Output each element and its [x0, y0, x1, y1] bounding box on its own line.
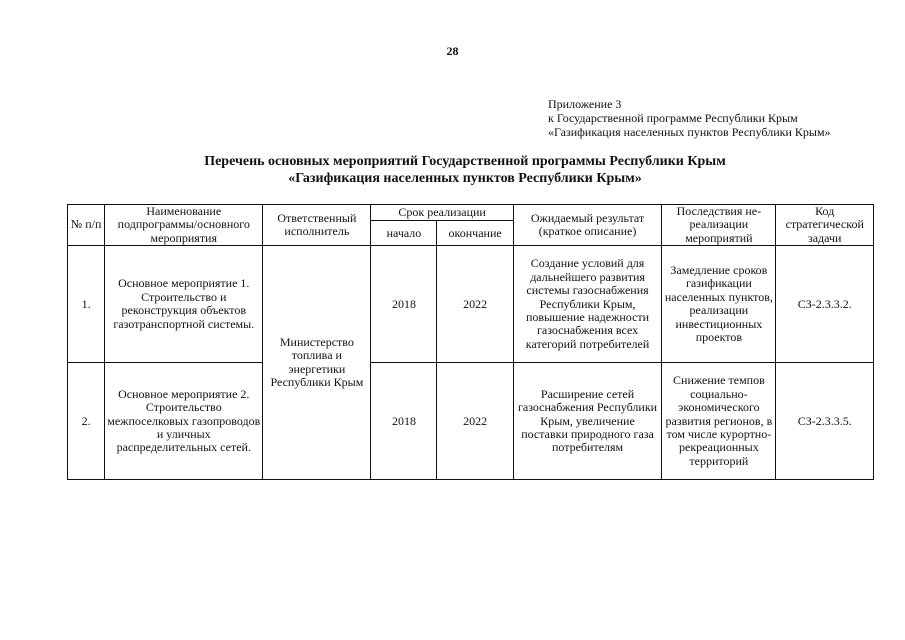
header-consequences: Последствия не-реализации мероприятий	[662, 205, 776, 246]
header-period: Срок реализации	[371, 205, 513, 221]
header-code: Код стратегической задачи	[776, 205, 874, 246]
row-start: 2018	[371, 363, 437, 480]
row-consequences: Замедление сроков газификации населенных пунктов, реализации инвестиционных проектов	[662, 246, 776, 363]
row-end: 2022	[437, 363, 513, 480]
row-end: 2022	[437, 246, 513, 363]
row-result: Расширение сетей газоснабжения Республики Крым, увеличение поставки природного газа потребителям	[513, 363, 662, 480]
header-end: окончание	[437, 221, 513, 246]
row-result: Создание условий для дальнейшего развития системы газоснабжения Республики Крым, повышение надежности газоснабжения всех категорий потребителей	[513, 246, 662, 363]
row-code: СЗ-2.3.3.5.	[776, 363, 874, 480]
measures-table	[67, 204, 874, 480]
appendix-note	[548, 97, 831, 139]
row-num: 1.	[68, 246, 105, 363]
row-consequences: Снижение темпов социально-экономического развития регионов, в том числе курортно-рекреационных территорий	[662, 363, 776, 480]
header-result: Ожидаемый результат (краткое описание)	[513, 205, 662, 246]
page-number: 28	[446, 44, 459, 58]
title-line-2: «Газификация населенных пунктов Республики Крым»	[288, 171, 642, 186]
header-executor: Ответственный исполнитель	[263, 205, 371, 246]
title-line-1: Перечень основных мероприятий Государственной программы Республики Крым	[204, 154, 726, 169]
header-name: Наименование подпрограммы/основного мероприятия	[105, 205, 263, 246]
appendix-line-3: «Газификация населенных пунктов Республики Крым»	[548, 125, 831, 139]
row-executor: Министерство топлива и энергетики Республики Крым	[263, 246, 371, 480]
row-code: СЗ-2.3.3.2.	[776, 246, 874, 363]
row-num: 2.	[68, 363, 105, 480]
appendix-line-2: к Государственной программе Республики Крым	[548, 111, 798, 125]
document-title	[0, 153, 905, 187]
appendix-line-1: Приложение 3	[548, 97, 622, 111]
header-start: начало	[371, 221, 437, 246]
table-row	[68, 363, 874, 480]
header-num: № п/п	[68, 205, 105, 246]
row-start: 2018	[371, 246, 437, 363]
table-row	[68, 246, 874, 363]
row-name: Основное мероприятие 1. Строительство и реконструкция объектов газотранспортной системы.	[105, 246, 263, 363]
row-name: Основное мероприятие 2. Строительство межпоселковых газопроводов и уличных распределительных сетей.	[105, 363, 263, 480]
